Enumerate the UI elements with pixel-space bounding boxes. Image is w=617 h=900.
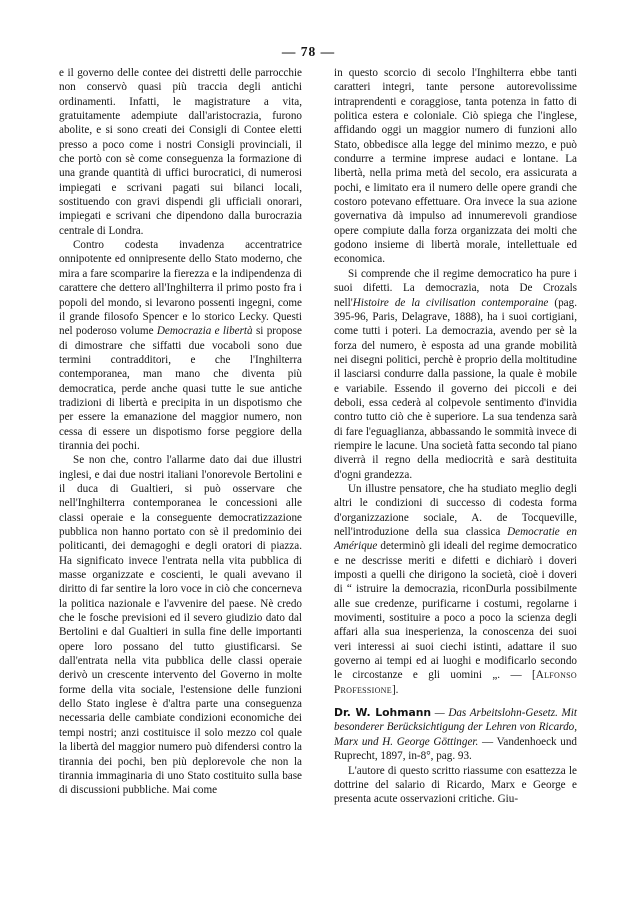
paragraph-text: Contro codesta invadenza accentratrice onnipotente ed onnipresente dello Stato moderno, che mira a fare scomparire la fierezza e la indipendenza di carattere che dettero all'Inghilterra il primo posto fra i popoli del mondo, si levarono possenti ingegni, come il grande filosofo Spencer e lo storico Lecky. Questi nel poderoso volume [59,239,302,338]
review-text: L'autore di questo scritto riassume con esattezza le dottrine del salario di Ricardo, Marx e George e presenta acute osservazioni critiche. Giu- [334,764,577,806]
left-column [59,66,302,798]
paragraph-text: (pag. 395-96, Paris, Delagrave, 1888), ha i suoi cortigiani, come tutti i poteri. La democrazia, avendo per sè la forza del numero, è esposta ad una grande mobilità nei disegni politici, perchè è proprio della moltitudine il lasciarsi condurre dalla passione, la quale è mobile e variabile. Essendo il governo dei piccoli e dei deboli, essa cederà al colpevole sentimento d'invidia contro tutto ciò che è superiore. La sua tendenza sarà di fare l'eguaglianza, abbassando le sommità invece di riempire le lacune. Una società fatta secondo tal piano diverrà il regno della mediocrità e sarà destituita d'ogni grandezza. [334,296,577,481]
paragraph-text: Si comprende che il regime democratico ha pure i suoi difetti. La democrazia, nota De Crozals nell' [334,267,577,309]
right-column [334,66,577,807]
book-title: Democrazia e libertà [156,325,253,338]
article-signature: Alfonso Professione [334,669,577,696]
page-number: — 78 — [281,44,336,59]
book-title: Histoire de la civilisation contemporaine [352,296,549,309]
paragraph-text: si propose di dimostrare che siffatti due vocaboli sono due termini contradditori, e che l'Inghilterra contemporanea, man mano che diventa più democratica, perde anche quasi tutte le sue antiche tradizioni di libertà e precipita in un dispotismo che per essere la emanazione del maggior numero, non cessa di essere un dispotismo forse peggiore della tirannia dei pochi. [59,325,302,452]
paragraph [334,482,577,697]
paragraph-text: Un illustre pensatore, che ha studiato meglio degli altri le condizioni di successo di codesta forma d'organizzazione sociale, A. de Tocqueville, nell'introduzione della sua classica [334,482,577,538]
paragraph: in questo scorcio di secolo l'Inghilterra ebbe tanti caratteri integri, tante persone autorevolissime intraprendenti e coraggiose, tanta potenza in fatto di politica estera e coloniale. Ciò spiega che l'inglese, affidando oggi un maggior numero di funzioni allo Stato, obbedisce alla legge del minimo mezzo, e può condurre a termine imprese audaci e lontane. La libertà, nella prima metà del secolo, era assicurata a pochi, e limitato era il numero delle opere grandi che costoro potevano effettuare. Ora invece la sua azione governativa dà impulso ad innumerevoli grandiose opere compiute dalla forza organizzata dei molti che godono insieme di libertà morale, intellettuale ed economica. [334,67,577,266]
review-heading [334,706,577,763]
paragraph: Se non che, contro l'allarme dato dai due illustri inglesi, e dai due nostri italiani l'onorevole Bertolini e il duca di Gualtieri, si può osservare che nell'Inghilterra contemporanea le concessioni alle classi operaie e la conseguente democratizzazione pubblica non hanno portato con sè il predominio dei politicanti, dei demagoghi e degli oratori di piazza. Ha significato invece l'entrata nella vita pubblica di masse organizzate e coscienti, le quali avevano il diritto di far sentire la loro voce in ciò che concerneva la politica nazionale e l'avvenire del paese. Nè credo che le fosche previsioni ed il severo giudizio dato dal Bertolini e dal Gualtieri in sulla fine delle importanti opere loro possano del tutto giustificarsi. Se dall'entrata nella vita pubblica delle classi operaie derivò un crescente intervento del Governo in molte forme della vita sociale, l'estensione delle funzioni dello Stato inglese è d'altra parte una conseguenza necessaria delle cambiate condizioni economiche dei tempi nostri; anzi costituisce il solo mezzo col quale la libertà del maggior numero può difendersi contro la tirannia dei pochi, ben più deplorevole che non la tirannia immaginaria di uno Stato costituito sulla base di discussioni pubbliche. Mai come [59,454,302,797]
book-title: Democratie en Amérique [334,526,577,553]
review-author: Dr. W. Lohmann [334,706,432,720]
book-review [334,706,577,806]
paragraph-text: determinò gli ideali del regime democratico e ne descrisse meriti e difetti e dichiarò i doveri imposti a quelli che dirigono la società, cioè i doveri di “ istruire la democrazia, riconDurla possibilmente alle sue credenze, purificarne i costumi, regolarne i movimenti, sostituire a poco a poco la scienza degli affari alla sua inesperienza, la conoscenza dei suoi veri interessi ai suoi ciechi istinti, adattare il suo governo ai tempi ed ai luoghi e modificarlo secondo le circostanze e gli uomini „. — [ [334,540,577,682]
review-title: — Das Arbeitslohn-Gesetz. Mit besonderer Berücksichtigung der Lehren von Ricardo, Marx und H. George Göttinger. [334,707,578,748]
signature-close: ]. [391,683,399,696]
review-publisher: — Vandenhoeck und Ruprecht, 1897, in-8°, pag. 93. [334,735,577,763]
paragraph: e il governo delle contee dei distretti delle parrocchie non conservò quasi più traccia degli antichi ordinamenti. Infatti, le magistrature a vita, gratuitamente adempiute dall'aristocrazia, furono abolite, e si sono creati dei Consigli di Contee eletti presso a poco come i nostri Consigli provinciali, il che portò con sè come conseguenza la formazione di una grande quantità di uffici burocratici, di numerosi impiegati e scrivani pagati sui bilanci locali, sostituendo con gravi dispendi gli ufficiali onorari, impiegati e scrivani che dipendono dalla burocrazia centrale di Londra. [59,67,302,237]
paragraph [334,267,577,482]
paragraph [59,238,302,453]
